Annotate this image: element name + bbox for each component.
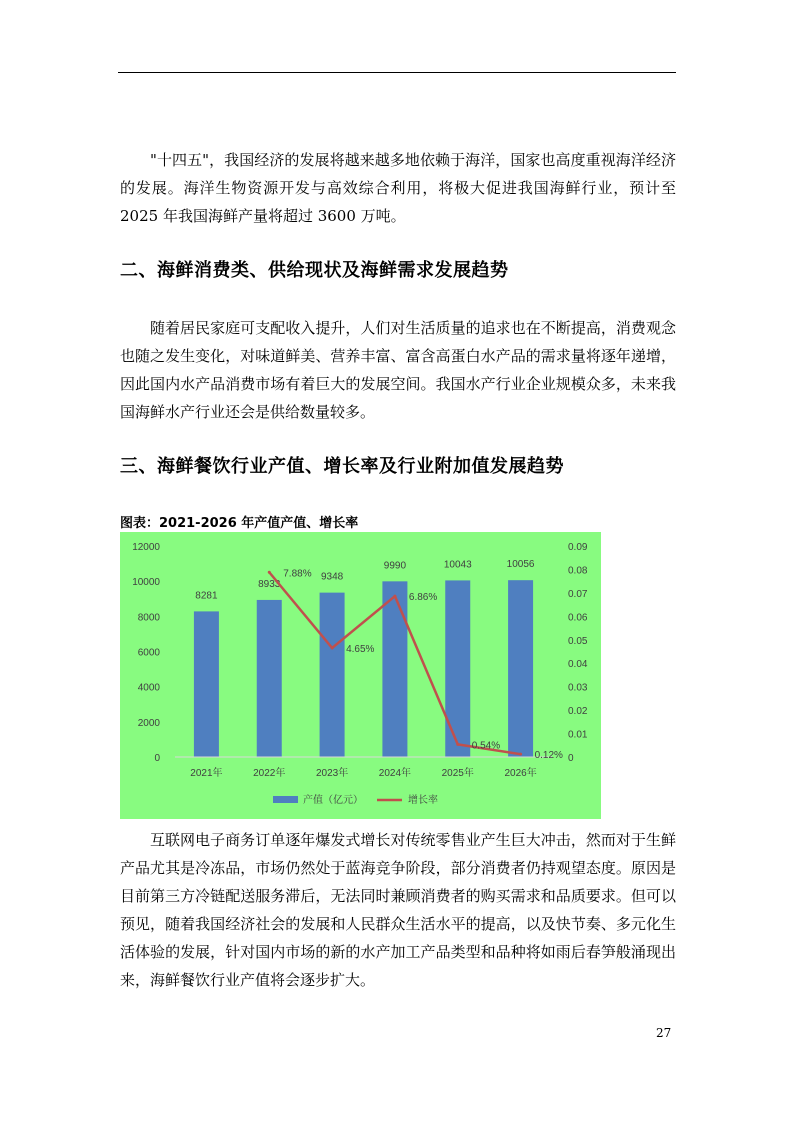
right-axis-tick-label: 0.06 [568,612,588,624]
legend-line-label: 增长率 [408,795,438,806]
right-axis-tick-label: 0.07 [568,588,588,600]
bar-data-label: 8933 [258,578,281,590]
growth-rate-data-label: 0.12% [534,750,563,762]
bar-data-label: 9990 [383,560,407,572]
left-axis-tick-label: 8000 [137,612,160,624]
growth-rate-data-label: 4.65% [346,643,375,655]
bar-data-label: 9348 [320,571,344,583]
growth-rate-point [456,743,459,746]
x-axis-tick-label: 2023年 [315,768,349,779]
bar-2021年 [194,611,219,757]
left-axis-tick-label: 12000 [132,542,160,553]
page-number: 27 [656,1026,672,1040]
bar-data-label: 8281 [195,590,218,602]
left-axis-tick-label: 4000 [137,682,160,694]
right-axis-tick-label: 0.08 [568,565,588,577]
bar-2026年 [508,580,533,757]
outro-paragraph [120,826,676,994]
figure-caption: 图表：2021-2026 年产值产值、增长率 [120,516,359,531]
bar-2023年 [320,593,345,757]
section-2-text: 随着居民家庭可支配收入提升，人们对生活质量的追求也在不断提高，消费观念也随之发生变化，对味道鲜美、营养丰富、富含高蛋白水产品的需求量将逐年递增，因此国内水产品消费市场有着巨大的发展空间。我国水产行业企业规模众多，未来我国海鲜水产行业还会是供给数量较多。 [120,319,676,421]
right-axis-tick-label: 0.03 [568,682,588,694]
header-rule [118,72,676,73]
right-axis-tick-label: 0.09 [568,542,588,553]
legend-bar-swatch [273,796,298,803]
bar-2022年 [257,600,282,757]
bar-2024年 [382,581,407,757]
section-2-heading: 二、海鲜消费类、供给现状及海鲜需求发展趋势 [120,260,509,281]
intro-paragraph [120,146,676,230]
right-axis-tick-label: 0.04 [568,659,588,671]
outro-text: 互联网电子商务订单逐年爆发式增长对传统零售业产生巨大冲击，然而对于生鲜产品尤其是冷冻品，市场仍然处于蓝海竞争阶段，部分消费者仍持观望态度。原因是目前第三方冷链配送服务滞后，无法同时兼顾消费者的购买需求和品质要求。但可以预见，随着我国经济社会的发展和人民群众生活水平的提高，以及快节奏、多元化生活体验的发展，针对国内市场的新的水产加工产品类型和品种将如雨后春笋般涌现出来，海鲜餐饮行业产值将会逐步扩大。 [120,831,676,989]
combo-chart [120,532,601,819]
section-2-paragraph [120,314,676,426]
growth-rate-point [393,595,396,598]
x-axis-tick-label: 2026年 [504,768,537,779]
growth-rate-point [331,646,334,649]
x-axis-tick-label: 2024年 [378,768,412,779]
section-3-heading: 三、海鲜餐饮行业产值、增长率及行业附加值发展趋势 [120,456,564,477]
bar-2025年 [445,580,470,757]
chart-container [120,532,601,819]
right-axis-tick-label: 0.02 [568,706,588,718]
intro-text: "十四五"，我国经济的发展将越来越多地依赖于海洋，国家也高度重视海洋经济的发展。海洋生物资源开发与高效综合利用，将极大促进我国海鲜行业，预计至 2025 年我国海鲜产量将超过 3600 万吨。 [120,151,676,225]
right-axis-tick-label: 0.05 [568,635,588,647]
left-axis-tick-label: 0 [154,753,160,764]
bar-data-label: 10056 [506,559,535,571]
right-axis-tick-label: 0 [568,753,574,764]
left-axis-tick-label: 6000 [137,647,160,659]
legend-bar-label: 产值（亿元） [303,795,363,806]
right-axis-tick-label: 0.01 [568,729,588,741]
growth-rate-data-label: 6.86% [408,592,438,604]
growth-rate-point [268,571,271,574]
growth-rate-data-label: 0.54% [471,740,501,752]
left-axis-tick-label: 10000 [132,577,160,589]
x-axis-tick-label: 2021年 [190,768,223,779]
growth-rate-data-label: 7.88% [283,568,312,580]
x-axis-tick-label: 2025年 [441,768,474,779]
bar-data-label: 10043 [443,559,472,571]
growth-rate-point [519,753,522,756]
x-axis-tick-label: 2022年 [253,768,286,779]
left-axis-tick-label: 2000 [137,717,160,729]
